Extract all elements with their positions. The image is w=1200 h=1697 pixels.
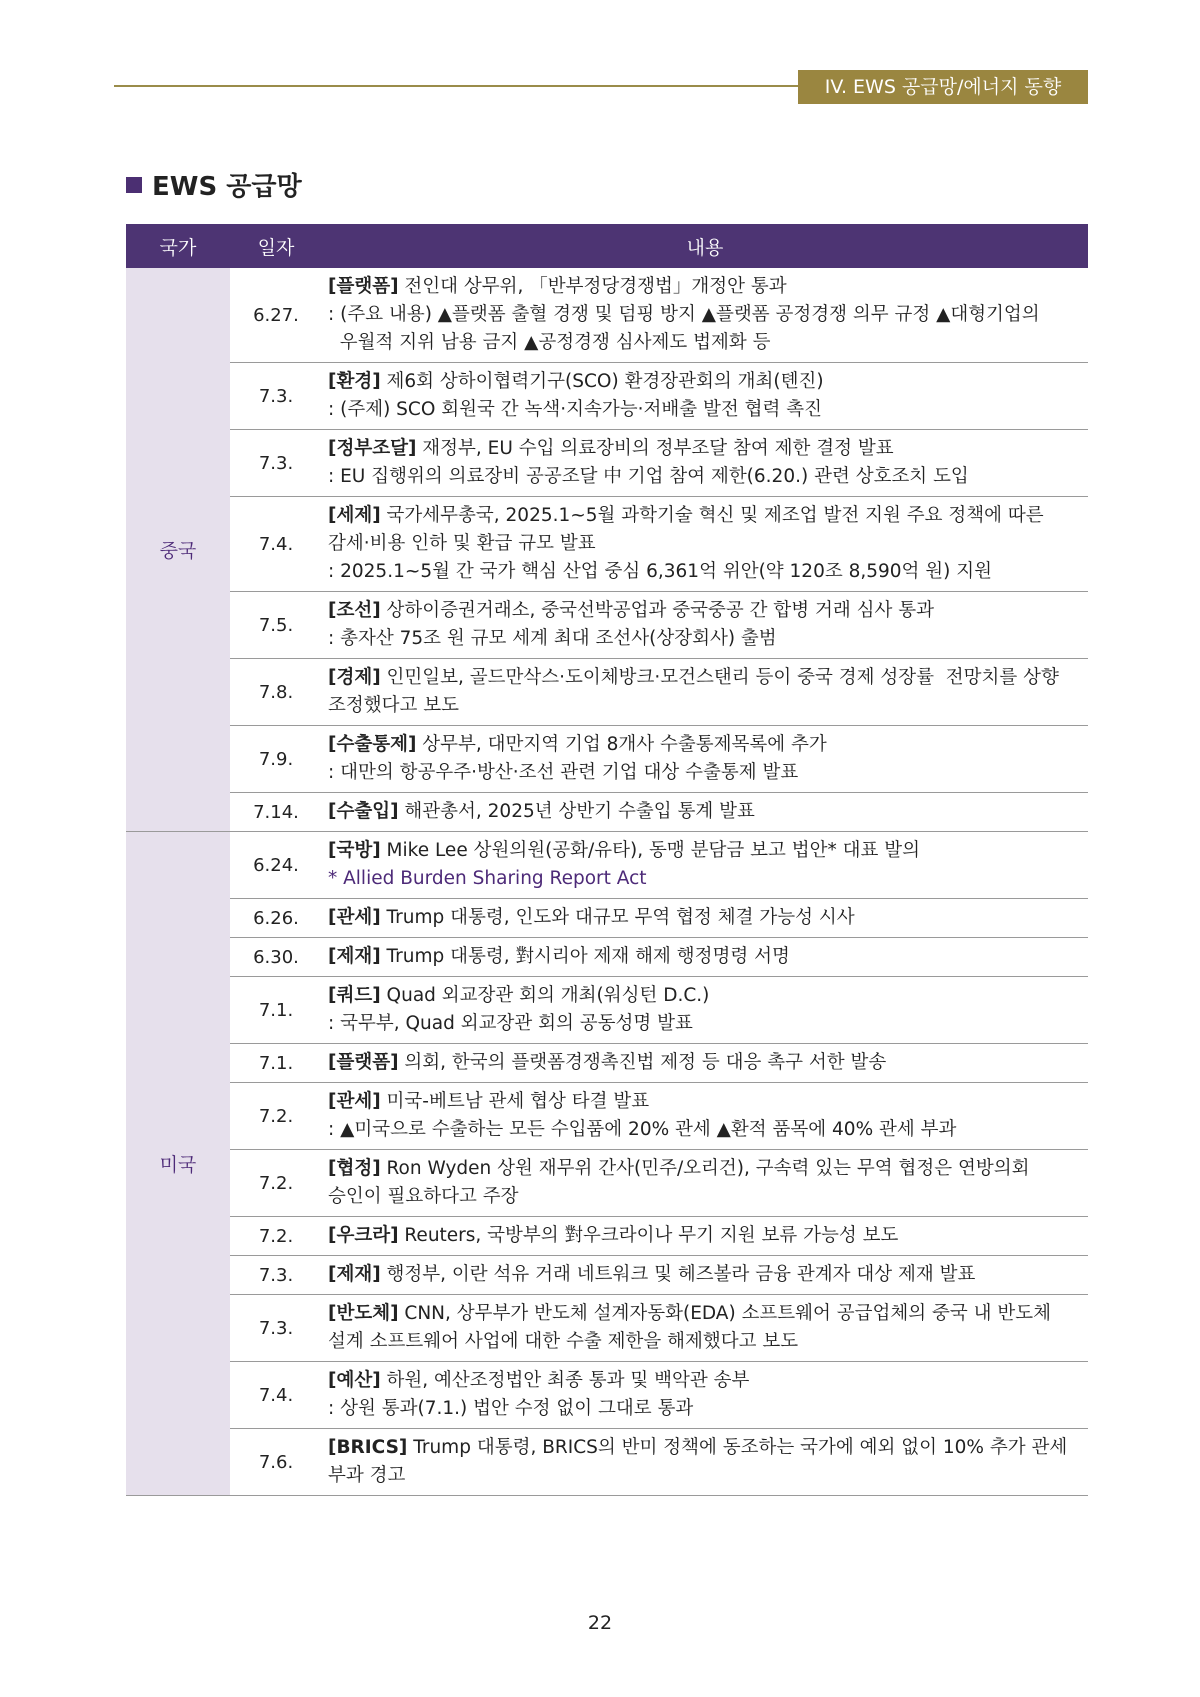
- content-cell: [322, 1429, 1088, 1496]
- topic-tag: [국방]: [328, 840, 381, 861]
- content-cell: [322, 726, 1088, 793]
- date-cell: 6.27.: [230, 268, 322, 363]
- line-text: : 상원 통과(7.1.) 법안 수정 없이 그대로 통과: [328, 1398, 694, 1419]
- table-row: [126, 938, 1088, 977]
- content-cell: [322, 899, 1088, 938]
- column-header-content: 내용: [322, 224, 1088, 268]
- content-cell: [322, 793, 1088, 832]
- table-row: [126, 1044, 1088, 1083]
- table-row: [126, 1150, 1088, 1217]
- line-text: 부과 경고: [328, 1465, 406, 1486]
- line-text: 인민일보, 골드만삭스·도이체방크·모건스탠리 등이 중국 경제 성장률 전망치를 상향: [380, 667, 1059, 688]
- content-cell: [322, 1256, 1088, 1295]
- content-cell: [322, 592, 1088, 659]
- table-row: [126, 1295, 1088, 1362]
- line-text: 제6회 상하이협력기구(SCO) 환경장관회의 개최(톈진): [380, 371, 824, 392]
- content-line: [328, 301, 1080, 329]
- content-line: [328, 1010, 1080, 1038]
- topic-tag: [조선]: [328, 600, 381, 621]
- line-text: 설계 소프트웨어 사업에 대한 수출 제한을 해제했다고 보도: [328, 1331, 799, 1352]
- content-line: [328, 1116, 1080, 1144]
- content-line: [328, 329, 1080, 357]
- topic-tag: [플랫폼]: [328, 276, 399, 297]
- line-text: Ron Wyden 상원 재무위 간사(민주/오리건), 구속력 있는 무역 협정은 연방의회: [380, 1158, 1030, 1179]
- line-text: Trump 대통령, BRICS의 반미 정책에 동조하는 국가에 예외 없이 10% 추가 관세: [407, 1437, 1068, 1458]
- content-cell: [322, 268, 1088, 363]
- topic-tag: [반도체]: [328, 1303, 399, 1324]
- topic-tag: [경제]: [328, 667, 381, 688]
- table-body: [126, 268, 1088, 1496]
- line-text: 해관총서, 2025년 상반기 수출입 통계 발표: [398, 801, 755, 822]
- date-cell: 7.3.: [230, 1256, 322, 1295]
- page-title-text: EWS 공급망: [152, 172, 302, 202]
- content-cell: [322, 1362, 1088, 1429]
- table-row: [126, 659, 1088, 726]
- line-text: : 국무부, Quad 외교장관 회의 공동성명 발표: [328, 1013, 693, 1034]
- date-cell: 7.5.: [230, 592, 322, 659]
- topic-tag: [우크라]: [328, 1225, 399, 1246]
- date-cell: 6.24.: [230, 832, 322, 899]
- topic-tag: [쿼드]: [328, 985, 381, 1006]
- line-text: : ▲미국으로 수출하는 모든 수입품에 20% 관세 ▲환적 품목에 40% 관세 부과: [328, 1119, 957, 1140]
- content-cell: [322, 497, 1088, 592]
- date-cell: 7.8.: [230, 659, 322, 726]
- content-line: [328, 1462, 1080, 1490]
- content-line: [328, 943, 1080, 971]
- country-cell: 중국: [126, 268, 230, 832]
- topic-tag: [예산]: [328, 1370, 381, 1391]
- line-text: 의회, 한국의 플랫폼경쟁촉진법 제정 등 대응 촉구 서한 발송: [398, 1052, 887, 1073]
- content-cell: [322, 1295, 1088, 1362]
- content-line: [328, 558, 1080, 586]
- section-label-badge: IV. EWS 공급망/에너지 동향: [798, 70, 1088, 104]
- line-text: 미국-베트남 관세 협상 타결 발표: [380, 1091, 650, 1112]
- line-text: 감세·비용 인하 및 환급 규모 발표: [328, 533, 596, 554]
- topic-tag: [제재]: [328, 1264, 381, 1285]
- line-text: 우월적 지위 남용 금지 ▲공정경쟁 심사제도 법제화 등: [328, 332, 771, 353]
- topic-tag: [수출통제]: [328, 734, 417, 755]
- table-row: [126, 268, 1088, 363]
- content-line: [328, 463, 1080, 491]
- date-cell: 7.3.: [230, 430, 322, 497]
- topic-tag: [플랫폼]: [328, 1052, 399, 1073]
- content-line: [328, 798, 1080, 826]
- footnote-line: [328, 865, 1080, 893]
- table-row: [126, 1429, 1088, 1496]
- topic-tag: [BRICS]: [328, 1437, 408, 1458]
- line-text: : (주제) SCO 회원국 간 녹색·지속가능·저배출 발전 협력 촉진: [328, 399, 822, 420]
- line-text: : EU 집행위의 의료장비 공공조달 中 기업 참여 제한(6.20.) 관련 상호조치 도입: [328, 466, 969, 487]
- column-header-country: 국가: [126, 224, 230, 268]
- content-line: [328, 1183, 1080, 1211]
- square-bullet-icon: [126, 177, 142, 193]
- line-text: 하원, 예산조정법안 최종 통과 및 백악관 송부: [380, 1370, 750, 1391]
- date-cell: 7.3.: [230, 1295, 322, 1362]
- line-text: 상하이증권거래소, 중국선박공업과 중국중공 간 합병 거래 심사 통과: [380, 600, 934, 621]
- date-cell: 7.9.: [230, 726, 322, 793]
- page-number: 22: [587, 1612, 613, 1634]
- content-line: [328, 1261, 1080, 1289]
- content-line: [328, 1328, 1080, 1356]
- date-cell: 7.14.: [230, 793, 322, 832]
- content-line: [328, 1049, 1080, 1077]
- content-cell: [322, 1150, 1088, 1217]
- table-row: [126, 592, 1088, 659]
- content-line: [328, 435, 1080, 463]
- line-text: 조정했다고 보도: [328, 695, 459, 716]
- table-row: [126, 977, 1088, 1044]
- table-row: [126, 363, 1088, 430]
- content-line: [328, 625, 1080, 653]
- content-line: [328, 530, 1080, 558]
- topic-tag: [세제]: [328, 505, 381, 526]
- topic-tag: [환경]: [328, 371, 381, 392]
- content-line: [328, 368, 1080, 396]
- table-row: [126, 1362, 1088, 1429]
- content-line: [328, 731, 1080, 759]
- country-cell: 미국: [126, 832, 230, 1496]
- line-text: : 총자산 75조 원 규모 세계 최대 조선사(상장회사) 출범: [328, 628, 777, 649]
- line-text: : 대만의 항공우주·방산·조선 관련 기업 대상 수출통제 발표: [328, 762, 799, 783]
- content-line: [328, 759, 1080, 787]
- content-line: [328, 1088, 1080, 1116]
- date-cell: 7.2.: [230, 1083, 322, 1150]
- table-row: [126, 1083, 1088, 1150]
- page-title: [126, 166, 302, 203]
- line-text: Reuters, 국방부의 對우크라이나 무기 지원 보류 가능성 보도: [398, 1225, 899, 1246]
- table-header-row: [126, 224, 1088, 268]
- content-line: [328, 1222, 1080, 1250]
- date-cell: 7.3.: [230, 363, 322, 430]
- content-cell: [322, 659, 1088, 726]
- content-line: [328, 982, 1080, 1010]
- line-text: Mike Lee 상원의원(공화/유타), 동맹 분담금 보고 법안* 대표 발의: [380, 840, 920, 861]
- content-cell: [322, 938, 1088, 977]
- line-text: : 2025.1~5월 간 국가 핵심 산업 중심 6,361억 위안(약 120조 8,590억 원) 지원: [328, 561, 993, 582]
- table-row: [126, 497, 1088, 592]
- header-rule: [114, 85, 804, 87]
- date-cell: 7.4.: [230, 1362, 322, 1429]
- date-cell: 7.1.: [230, 1044, 322, 1083]
- line-text: : (주요 내용) ▲플랫폼 출혈 경쟁 및 덤핑 방지 ▲플랫폼 공정경쟁 의무 규정 ▲대형기업의: [328, 304, 1040, 325]
- date-cell: 7.6.: [230, 1429, 322, 1496]
- content-line: [328, 273, 1080, 301]
- topic-tag: [관세]: [328, 1091, 381, 1112]
- content-line: [328, 1434, 1080, 1462]
- table-row: [126, 832, 1088, 899]
- date-cell: 7.4.: [230, 497, 322, 592]
- line-text: CNN, 상무부가 반도체 설계자동화(EDA) 소프트웨어 공급업체의 중국 내 반도체: [398, 1303, 1052, 1324]
- ews-supply-chain-table: [126, 224, 1088, 1496]
- content-line: [328, 1155, 1080, 1183]
- topic-tag: [제재]: [328, 946, 381, 967]
- content-line: [328, 396, 1080, 424]
- line-text: 상무부, 대만지역 기업 8개사 수출통제목록에 추가: [416, 734, 827, 755]
- content-line: [328, 597, 1080, 625]
- date-cell: 6.30.: [230, 938, 322, 977]
- column-header-date: 일자: [230, 224, 322, 268]
- line-text: 승인이 필요하다고 주장: [328, 1186, 519, 1207]
- content-cell: [322, 1217, 1088, 1256]
- line-text: Trump 대통령, 인도와 대규모 무역 협정 체결 가능성 시사: [380, 907, 855, 928]
- line-text: 행정부, 이란 석유 거래 네트워크 및 헤즈볼라 금융 관계자 대상 제재 발표: [380, 1264, 976, 1285]
- date-cell: 7.1.: [230, 977, 322, 1044]
- line-text: Quad 외교장관 회의 개최(워싱턴 D.C.): [380, 985, 710, 1006]
- topic-tag: [정부조달]: [328, 438, 417, 459]
- date-cell: 6.26.: [230, 899, 322, 938]
- line-text: 국가세무총국, 2025.1~5월 과학기술 혁신 및 제조업 발전 지원 주요 정책에 따른: [380, 505, 1044, 526]
- content-line: [328, 1367, 1080, 1395]
- line-text: 전인대 상무위, 「반부정당경쟁법」개정안 통과: [398, 276, 787, 297]
- content-line: [328, 1395, 1080, 1423]
- content-cell: [322, 977, 1088, 1044]
- content-cell: [322, 1083, 1088, 1150]
- table-row: [126, 1256, 1088, 1295]
- content-cell: [322, 832, 1088, 899]
- content-line: [328, 664, 1080, 692]
- content-line: [328, 502, 1080, 530]
- content-line: [328, 904, 1080, 932]
- table-row: [126, 726, 1088, 793]
- line-text: Trump 대통령, 對시리아 제재 해제 행정명령 서명: [380, 946, 790, 967]
- date-cell: 7.2.: [230, 1217, 322, 1256]
- content-cell: [322, 1044, 1088, 1083]
- date-cell: 7.2.: [230, 1150, 322, 1217]
- topic-tag: [관세]: [328, 907, 381, 928]
- content-line: [328, 692, 1080, 720]
- table-row: [126, 899, 1088, 938]
- content-cell: [322, 363, 1088, 430]
- content-line: [328, 837, 1080, 865]
- table-row: [126, 430, 1088, 497]
- content-cell: [322, 430, 1088, 497]
- content-line: [328, 1300, 1080, 1328]
- table-row: [126, 793, 1088, 832]
- line-text: * Allied Burden Sharing Report Act: [328, 868, 647, 889]
- table-row: [126, 1217, 1088, 1256]
- line-text: 재정부, EU 수입 의료장비의 정부조달 참여 제한 결정 발표: [416, 438, 894, 459]
- topic-tag: [수출입]: [328, 801, 399, 822]
- topic-tag: [협정]: [328, 1158, 381, 1179]
